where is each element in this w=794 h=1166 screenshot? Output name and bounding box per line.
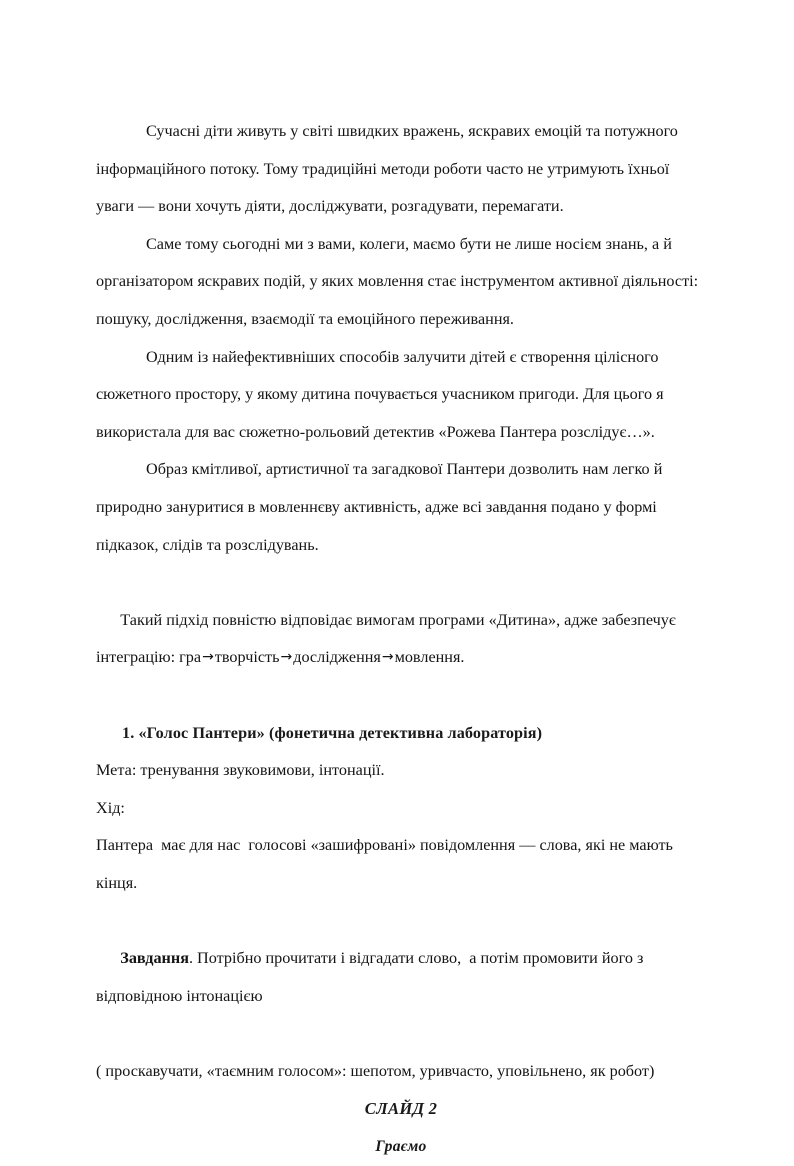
goal-line: Мета: тренування звуковимови, інтонації. (96, 761, 385, 780)
course-label: Хід: (96, 798, 125, 817)
paragraph-program-integration (96, 564, 706, 714)
task-paragraph (96, 902, 706, 1052)
integration-chain-item-4: мовлення (394, 648, 461, 667)
right-arrow-icon: → (202, 649, 214, 666)
integration-chain-item-1: гра (179, 648, 202, 667)
integration-lead-text: Такий підхід повністю відповідає вимогам програми «Дитина», адже забезпечує інтеграцію: (96, 610, 680, 667)
section-heading-voice-of-panther: 1. «Голос Пантери» (фонетична детективна лабораторія) (122, 723, 543, 742)
right-arrow-icon: → (381, 649, 394, 666)
integration-chain-item-2: творчість (214, 648, 280, 667)
right-arrow-icon: → (280, 649, 293, 666)
task-label: Завдання (120, 949, 189, 968)
integration-trailing-punctuation: . (460, 648, 465, 667)
paragraph-intro-modern-children: Сучасні діти живуть у світі швидких вражень, яскравих емоцій та потужного інформаційного потоку. Тому традиційні методи роботи часто не утримують їхньої уваги — вони хочуть діяти, досліджувати, розгадувати, перемагати. (96, 122, 682, 216)
paragraph-role-of-educator: Саме тому сьогодні ми з вами, колеги, маємо бути не лише носієм знань, а й організатором яскравих подій, у яких мовлення стає інструментом активної діяльності: пошуку, дослідження, взаємодії та емоційного переживання. (96, 234, 703, 328)
paragraph-panther-image: Образ кмітливої, артистичної та загадкової Пантери дозволить нам легко й природно зануритися в мовленнєву активність, адже всі завдання подано у формі підказок, слідів та розслідувань. (96, 460, 667, 554)
parenthetical-instructions: ( проскавучати, «таємним голосом»: шепотом, уривчасто, уповільнено, як робот) (96, 1061, 655, 1080)
task-description: . Потрібно прочитати і відгадати слово, а потім промовити його з відповідною інтонацією (96, 949, 648, 1005)
slide-subtitle: Граємо (375, 1138, 427, 1156)
document-body (96, 113, 706, 1166)
course-body-text: Пантера має для нас голосові «зашифровані» повідомлення — слова, які не мають кінця. (96, 836, 677, 892)
integration-chain-item-3: дослідження (293, 648, 381, 667)
paragraph-story-space: Одним із найефективніших способів залучити дітей є створення цілісного сюжетного простору, у якому дитина почувається учасником пригоди. Для цього я використала для вас сюжетно-рольовий детектив «Рожева Пантера розслідує…». (96, 347, 668, 441)
slide-title: СЛАЙД 2 (364, 1099, 438, 1119)
